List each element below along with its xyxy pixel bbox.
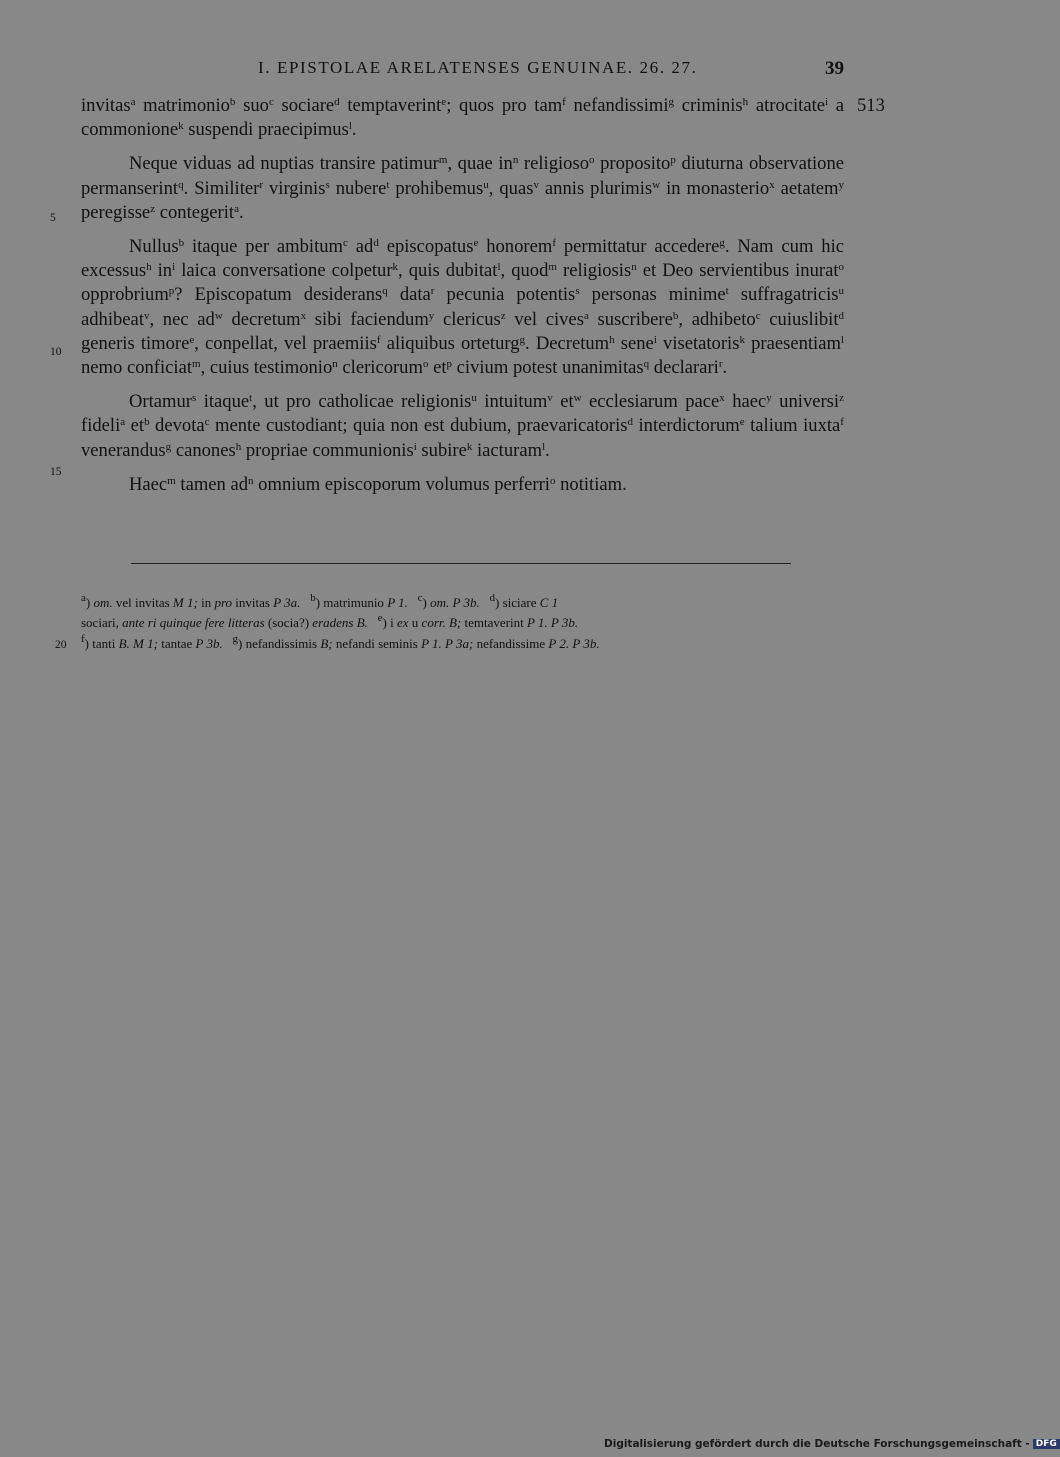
apparatus-line: $^f$) tanti B. M 1; tantae P 3b. $^g$) nefandissimis B; nefandi seminis P 1. P 3a; nefandissime P 2. P 3b.: [81, 632, 600, 651]
line-number-10: 10: [50, 346, 62, 358]
page-number: 39: [825, 58, 844, 79]
paragraph: Haec$^m$ tamen $ad^n$ omnium episcoporum volumus perferri$^o$ notitiam.: [129, 473, 627, 495]
margin-reference: 513: [857, 95, 885, 116]
dfg-logo: DFG: [1033, 1439, 1060, 1449]
paragraph: invitas$^a$ matrimonio$^b$ suo$^c$ sociare$^d$ temptaverint$^e$; quos pro tam$^f$ nefandissimi$^g$ criminis$^h$ atrocitate$^i$ a commonione$^k$ suspendi praecipimus$^l$.: [81, 95, 845, 141]
paragraph: Ortamur$^s$ itaque$^t$, ut pro catholicae religionis$^u$ intuitum$^v$ $et^w$ ecclesiarum pace$^x$ haec$^y$ universi$^z$ fideli$^a$ $et^b$ devota$^c$ mente custodiant; quia non est dubium, praevaricatoris$^d$ interdictorum$^e$ talium iuxta$^f$ venerandus$^g$ canones$^h$ propriae communionis$^i$ subire$^k$ iacturam$^l$.: [81, 391, 844, 461]
line-number-5: 5: [50, 212, 56, 224]
footnote-separator: [131, 563, 791, 564]
credit-text: Digitalisierung gefördert durch die Deutsche Forschungsgemeinschaft -: [604, 1438, 1030, 1450]
paragraph: Neque viduas ad nuptias transire patimur$^m$, quae $in^n$ religioso$^o$ proposito$^p$ diuturna observatione permanserint$^q$. Similiter$^r$ virginis$^s$ nubere$^t$ prohibemus$^u$, quas$^v$ annis plurimis$^w$ in monasterio$^x$ aetatem$^y$ peregisse$^z$ contegerit$^a$.: [81, 153, 845, 223]
digitization-credit: [604, 1438, 1060, 1450]
line-number-15: 15: [50, 466, 62, 478]
apparatus-line-number-20: 20: [55, 639, 67, 651]
running-title: I. EPISTOLAE ARELATENSES GENUINAE. 26. 27.: [258, 58, 698, 77]
apparatus-line: $^a$) om. vel invitas M 1; in pro invitas P 3a. $^b$) matrimunio P 1. $^c$) om. P 3b. $^d$) siciare C 1: [81, 592, 559, 610]
critical-apparatus: [81, 593, 844, 654]
apparatus-line: sociari, ante ri quinque fere litteras (socia?) eradens B. $^e$) i ex u corr. B; temtaverint P 1. P 3b.: [81, 612, 579, 631]
main-text: [81, 94, 844, 507]
paragraph: Nullus$^b$ itaque per ambitum$^c$ $ad^d$ episcopatus$^e$ honorem$^f$ permittatur accedere$^g$. Nam cum hic excessus$^h$ $in^i$ laica conversatione colpetur$^k$, quis dubitat$^l$, quod$^m$ religiosis$^n$ et Deo servientibus inurat$^o$ opprobrium$^p$? Episcopatum desiderans$^q$ data$^r$ pecunia potentis$^s$ personas minime$^t$ suffragatricis$^u$ adhibeat$^v$, nec $ad^w$ decretum$^x$ sibi faciendum$^y$ clericus$^z$ vel cives$^a$ suscribere$^b$, adhibeto$^c$ cuiuslibit$^d$ generis timore$^e$, conpellat, vel praemiis$^f$ aliquibus orteturg$^g$. Decretum$^h$ sene$^i$ visetatoris$^k$ praesentiam$^l$ nemo conficiat$^m$, cuius testimonio$^n$ clericorum$^o$ $et^p$ civium potest unanimitas$^q$ declarari$^r$.: [81, 236, 844, 379]
page-header: [0, 58, 1000, 80]
